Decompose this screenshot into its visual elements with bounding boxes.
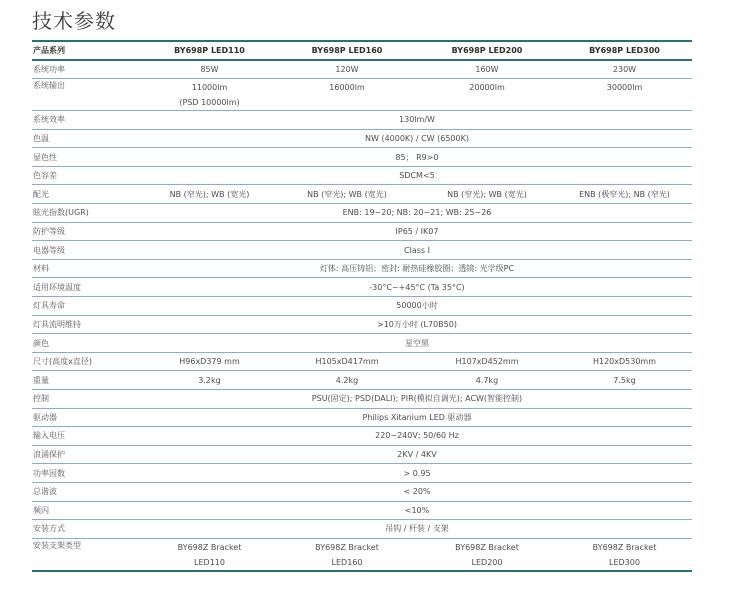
row-label: 灯具寿命 (32, 297, 142, 316)
cell-line: 11000lm (191, 83, 228, 93)
row-cell: 230W (557, 60, 692, 79)
header-model: BY698P LED160 (277, 41, 417, 60)
row-value: SDCM<5 (142, 166, 692, 185)
table-row (32, 259, 692, 278)
cell-line: LED160 (331, 557, 363, 567)
row-label: 防护等级 (32, 222, 142, 241)
row-label: 眩光指数(UGR) (32, 204, 142, 223)
row-value: IP65 / IK07 (142, 222, 692, 241)
cell-stack (417, 80, 557, 95)
cell-stack (417, 540, 557, 570)
spec-table (32, 40, 692, 572)
table-row (32, 371, 692, 390)
header-model: BY698P LED200 (417, 41, 557, 60)
cell-line: LED110 (194, 557, 225, 567)
table-row (32, 464, 692, 483)
row-label: 系统功率 (32, 60, 142, 79)
row-label: 浪涌保护 (32, 445, 142, 464)
row-label: 系统效率 (32, 111, 142, 130)
row-value: <10% (142, 501, 692, 520)
row-value: Class I (142, 241, 692, 260)
table-row (32, 129, 692, 148)
row-cell (142, 538, 277, 571)
cell-line: BY698Z Bracket (315, 542, 379, 552)
cell-line: 20000lm (469, 83, 505, 93)
row-cell: H96xD379 mm (142, 352, 277, 371)
row-cell: NB (窄光); WB (宽光) (142, 185, 277, 204)
table-row (32, 60, 692, 79)
cell-stack (557, 80, 692, 95)
row-label: 灯具流明维持 (32, 315, 142, 334)
table-row (32, 520, 692, 539)
row-cell: H120xD530mm (557, 352, 692, 371)
row-cell: 4.7kg (417, 371, 557, 390)
row-cell: NB (窄光); WB (宽光) (277, 185, 417, 204)
row-value: 220~240V; 50/60 Hz (142, 427, 692, 446)
row-value: PSU(固定); PSD(DALI); PIR(模拟自调光); ACW(智能控制) (142, 390, 692, 409)
row-label: 频闪 (32, 501, 142, 520)
row-cell (142, 79, 277, 111)
row-cell: H107xD452mm (417, 352, 557, 371)
header-label: 产品系列 (32, 41, 142, 60)
table-row (32, 482, 692, 501)
cell-line: 16000lm (329, 83, 365, 93)
cell-line: 30000lm (606, 83, 643, 93)
header-model: BY698P LED110 (142, 41, 277, 60)
row-label: 系统输出 (32, 79, 142, 111)
row-label: 色容差 (32, 166, 142, 185)
table-row (32, 445, 692, 464)
row-cell: H105xD417mm (277, 352, 417, 371)
row-label: 驱动器 (32, 408, 142, 427)
table-row (32, 315, 692, 334)
row-value: 星空黑 (142, 334, 692, 353)
table-row (32, 204, 692, 223)
row-label: 总谐波 (32, 482, 142, 501)
row-value: 85； R9>0 (142, 148, 692, 167)
row-label: 安装方式 (32, 520, 142, 539)
row-cell: 85W (142, 60, 277, 79)
cell-line: LED300 (609, 557, 640, 567)
cell-stack (142, 80, 277, 110)
cell-line: LED200 (471, 557, 503, 567)
table-row (32, 166, 692, 185)
cell-line: BY698Z Bracket (592, 542, 657, 552)
row-cell (277, 538, 417, 571)
row-label: 重量 (32, 371, 142, 390)
row-cell (417, 79, 557, 111)
row-value: > 0.95 (142, 464, 692, 483)
row-label: 色温 (32, 129, 142, 148)
page-title: 技术参数 (32, 9, 116, 33)
cell-stack (277, 540, 417, 570)
row-value: 灯体: 高压铸铝；密封: 耐热硅橡胶圈；透镜: 光学级PC (142, 259, 692, 278)
row-cell: NB (窄光); WB (宽光) (417, 185, 557, 204)
row-value: -30°C~+45°C (Ta 35°C) (142, 278, 692, 297)
row-label: 输入电压 (32, 427, 142, 446)
cell-stack (277, 80, 417, 95)
cell-stack (557, 540, 692, 570)
row-label: 材料 (32, 259, 142, 278)
row-value: NW (4000K) / CW (6500K) (142, 129, 692, 148)
table-row (32, 79, 692, 111)
table-header-row (32, 41, 692, 60)
row-cell: 7.5kg (557, 371, 692, 390)
row-label: 适用环境温度 (32, 278, 142, 297)
row-cell (417, 538, 557, 571)
table-row (32, 501, 692, 520)
cell-note: (PSD 10000lm) (179, 98, 240, 108)
row-label: 配光 (32, 185, 142, 204)
row-value: < 20% (142, 482, 692, 501)
table-row (32, 185, 692, 204)
row-label: 安装支架类型 (32, 538, 142, 571)
cell-line: BY698Z Bracket (455, 542, 519, 552)
table-row (32, 390, 692, 409)
table-row (32, 538, 692, 571)
row-value: Philips Xitanium LED 驱动器 (142, 408, 692, 427)
table-row (32, 408, 692, 427)
row-value: 130lm/W (142, 111, 692, 130)
row-label: 尺寸(高度x直径) (32, 352, 142, 371)
row-cell: 4.2kg (277, 371, 417, 390)
row-label: 颜色 (32, 334, 142, 353)
row-value: 吊钩 / 杆装 / 支架 (142, 520, 692, 539)
row-cell: 160W (417, 60, 557, 79)
row-cell (557, 79, 692, 111)
table-row (32, 148, 692, 167)
row-label: 电器等级 (32, 241, 142, 260)
row-label: 控制 (32, 390, 142, 409)
row-cell: 3.2kg (142, 371, 277, 390)
row-value: 2KV / 4KV (142, 445, 692, 464)
row-label: 显色性 (32, 148, 142, 167)
row-value: 50000小时 (142, 297, 692, 316)
row-label: 功率因数 (32, 464, 142, 483)
row-cell: 120W (277, 60, 417, 79)
table-row (32, 222, 692, 241)
table-row (32, 278, 692, 297)
table-body (32, 60, 692, 571)
table-row (32, 297, 692, 316)
row-value: >10万小时 (L70B50) (142, 315, 692, 334)
table-row (32, 334, 692, 353)
cell-line: BY698Z Bracket (177, 542, 242, 552)
table-row (32, 352, 692, 371)
row-cell (557, 538, 692, 571)
row-cell (277, 79, 417, 111)
table-row (32, 111, 692, 130)
row-value: ENB: 19~20; NB: 20~21; WB: 25~26 (142, 204, 692, 223)
row-cell: ENB (极窄光); NB (窄光) (557, 185, 692, 204)
table-row (32, 241, 692, 260)
cell-stack (142, 540, 277, 570)
header-model: BY698P LED300 (557, 41, 692, 60)
table-row (32, 427, 692, 446)
